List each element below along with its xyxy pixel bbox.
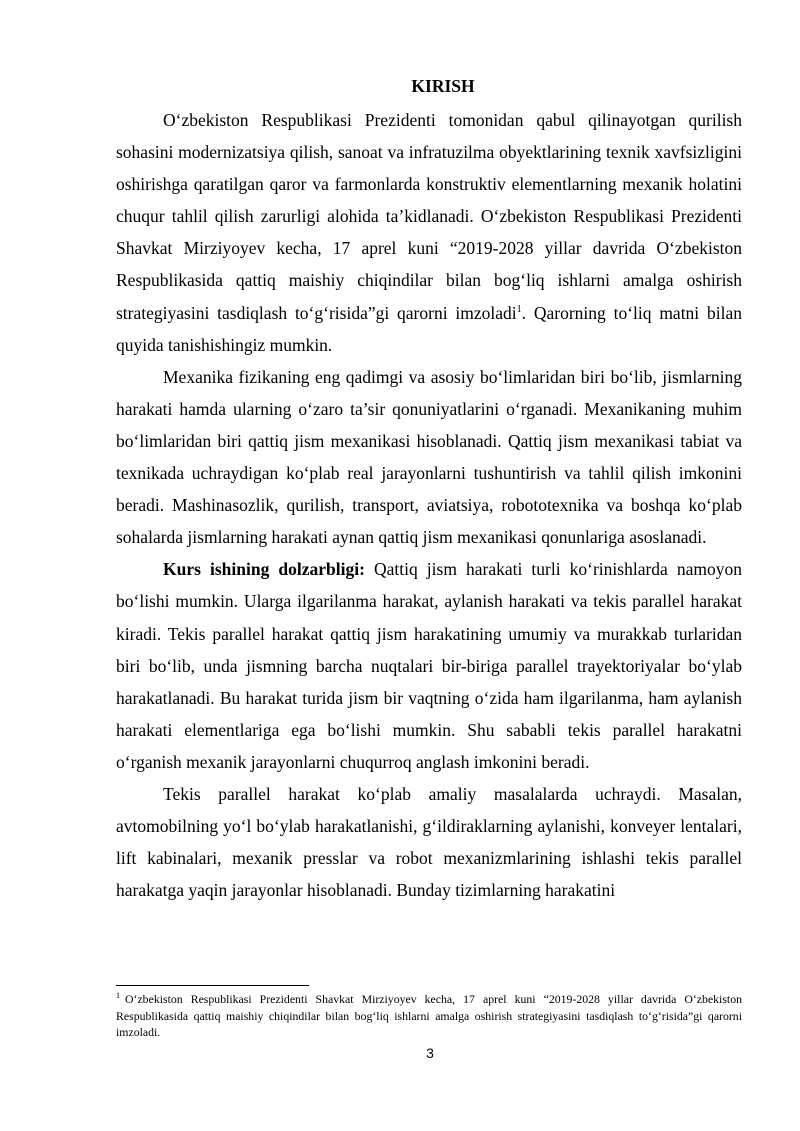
footnote bbox=[116, 991, 742, 1041]
page-number: 3 bbox=[426, 1045, 434, 1061]
relevance-label: Kurs ishining dolzarbligi: bbox=[163, 559, 365, 580]
paragraph-applications: Tekis parallel harakat ko‘plab amaliy masalalarda uchraydi. Masalan, avtomobilning yo‘l bo‘ylab harakatlanishi, g‘ildiraklarning aylanishi, konveyer lentalari, lift kabinalari, mexanik presslar va robot mexanizmlarining ishlashi tekis parallel harakatga yaqin jarayonlar hisoblanadi. Bunday tizimlarning harakatini bbox=[116, 783, 742, 901]
paragraph-mechanics: Mexanika fizikaning eng qadimgi va asosiy bo‘limlaridan biri bo‘lib, jismlarning harakati hamda ularning o‘zaro ta’sir qonuniyatlarini o‘rganadi. Mexanikaning muhim bo‘limlaridan biri qattiq jism mexanikasi hisoblanadi. Qattiq jism mexanikasi tabiat va texnikada uchraydigan ko‘plab real jarayonlarni tushuntirish va tahlil qilish imkonini beradi. Mashinasozlik, qurilish, transport, aviatsiya, robototexnika va boshqa ko‘plab sohalarda jismlarning harakati aynan qattiq jism mexanikasi qonunlariga asoslanadi. bbox=[116, 366, 742, 548]
paragraph-relevance bbox=[116, 553, 742, 778]
page-body bbox=[116, 76, 742, 906]
paragraph-intro-tail: . Qarorning to‘liq matni bilan quyida tanishishingiz mumkin. bbox=[116, 302, 742, 355]
footnote-text: O‘zbekiston Respublikasi Prezidenti Shavkat Mirziyoyev kecha, 17 aprel kuni “2019-2028 yillar davrida O‘zbekiston Respublikasida qattiq maishiy chiqindilar bilan bog‘liq ishlarni amalga oshirish strategiyasini tasdiqlash to‘g‘risida”gi qarorni imzoladi. bbox=[116, 992, 742, 1040]
relevance-text: Qattiq jism harakati turli ko‘rinishlarda namoyon bo‘lishi mumkin. Ularga ilgarilanma harakat, aylanish harakati va tekis parallel harakat kiradi. Tekis parallel harakat qattiq jism harakatining umumiy va murakkab turlaridan biri bo‘lib, unda jismning barcha nuqtalari bir-biriga parallel trayektoriyalar bo‘ylab harakatlanadi. Bu harakat turida jism bir vaqtning o‘zida ham ilgarilanma, ham aylanish harakati elementlariga ega bo‘lishi mumkin. Shu sababli tekis parallel harakatni o‘rganish mexanik jarayonlarni chuqurroq anglash imkonini beradi. bbox=[116, 559, 742, 772]
paragraph-intro bbox=[116, 104, 742, 361]
footnote-marker: 1 bbox=[116, 991, 120, 1001]
paragraph-intro-text: O‘zbekiston Respublikasi Prezidenti tomonidan qabul qilinayotgan qurilish sohasini modernizatsiya qilish, sanoat va infratuzilma obyektlarining texnik xavfsizligini oshirishga qaratilgan qaror va farmonlarda konstruktiv elementlarning mexanik holatini chuqur tahlil qilish zarurligi alohida ta’kidlanadi. O‘zbekiston Respublikasi Prezidenti Shavkat Mirziyoyev kecha, 17 aprel kuni “2019-2028 yillar davrida O‘zbekiston Respublikasida qattiq maishiy chiqindilar bilan bog‘liq ishlarni amalga oshirish strategiyasini tasdiqlash to‘g‘risida”gi qarorni imzoladi bbox=[116, 110, 742, 323]
footnote-reference[interactable]: 1 bbox=[516, 303, 522, 315]
section-heading: KIRISH bbox=[411, 76, 475, 96]
footnote-separator bbox=[116, 985, 309, 986]
